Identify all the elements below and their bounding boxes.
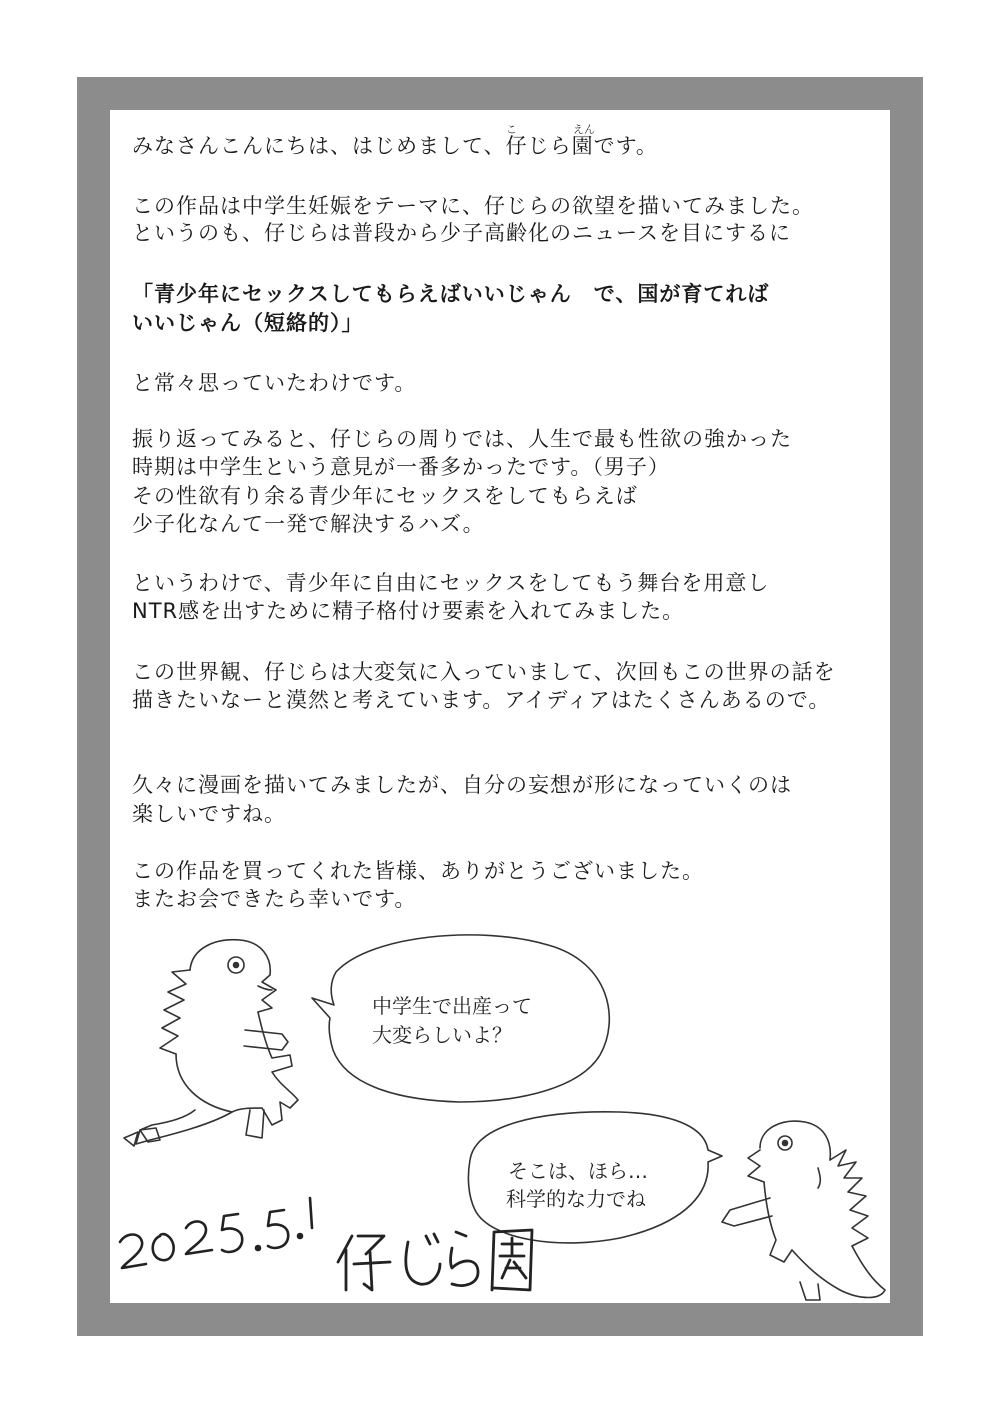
text-line: この作品を買ってくれた皆様、ありがとうございました。 xyxy=(132,859,704,883)
text-line: その性欲有り余る青少年にセックスをしてもらえば xyxy=(132,484,638,508)
text-line: 振り返ってみると、仔じらの周りでは、人生で最も性欲の強かった xyxy=(132,427,792,451)
text-line: 楽しいですね。 xyxy=(132,802,286,826)
bubble-left-line-2: 大変らしいよ？ xyxy=(372,1023,512,1047)
text-line: この世界観、仔じらは大変気に入っていまして、次回もこの世界の話を xyxy=(132,660,836,684)
handwritten-name-icon xyxy=(338,1230,532,1290)
text-line: 久々に漫画を描いてみましたが、自分の妄想が形になっていくのは xyxy=(132,773,792,797)
text-line: この作品は中学生妊娠をテーマに、仔じらの欲望を描いてみました。 xyxy=(132,194,814,218)
text-line-bold: いいじゃん（短絡的）」 xyxy=(132,311,364,335)
dinosaur-right-icon xyxy=(722,1121,885,1300)
text-line: みなさんこんにちは、はじめまして、仔じら園です。 xyxy=(132,134,658,158)
text-line-bold: 「青少年にセックスしてもらえばいいじゃん で、国が育てれば xyxy=(132,282,770,306)
bubble-right-line-2: 科学的な力でね xyxy=(506,1187,646,1211)
ruby-en: えん xyxy=(573,123,595,136)
text-line: 描きたいなーと漠然と考えています。アイディアはたくさんあるので。 xyxy=(132,688,831,712)
text-line: というわけで、青少年に自由にセックスをしてもう舞台を用意し xyxy=(132,571,770,595)
text-line: 少子化なんて一発で解決するハズ。 xyxy=(132,512,485,536)
bubble-left-line-1: 中学生で出産って xyxy=(372,994,532,1018)
text-line: というのも、仔じらは普段から少子高齢化のニュースを目にするに xyxy=(132,221,791,245)
text-line: 時期は中学生という意見が一番多かったです。（男子） xyxy=(132,455,670,479)
ruby-ko: こ xyxy=(506,123,517,136)
text-line: と常々思っていたわけです。 xyxy=(132,371,417,395)
text-line: またお会できたら幸いです。 xyxy=(132,887,417,911)
text-line: NTR感を出すために精子格付け要素を入れてみました。 xyxy=(132,599,685,623)
handwritten-date-icon xyxy=(120,1198,312,1268)
dinosaur-left-icon xyxy=(124,940,298,1146)
bubble-right-line-1: そこは、ほら… xyxy=(508,1159,648,1183)
